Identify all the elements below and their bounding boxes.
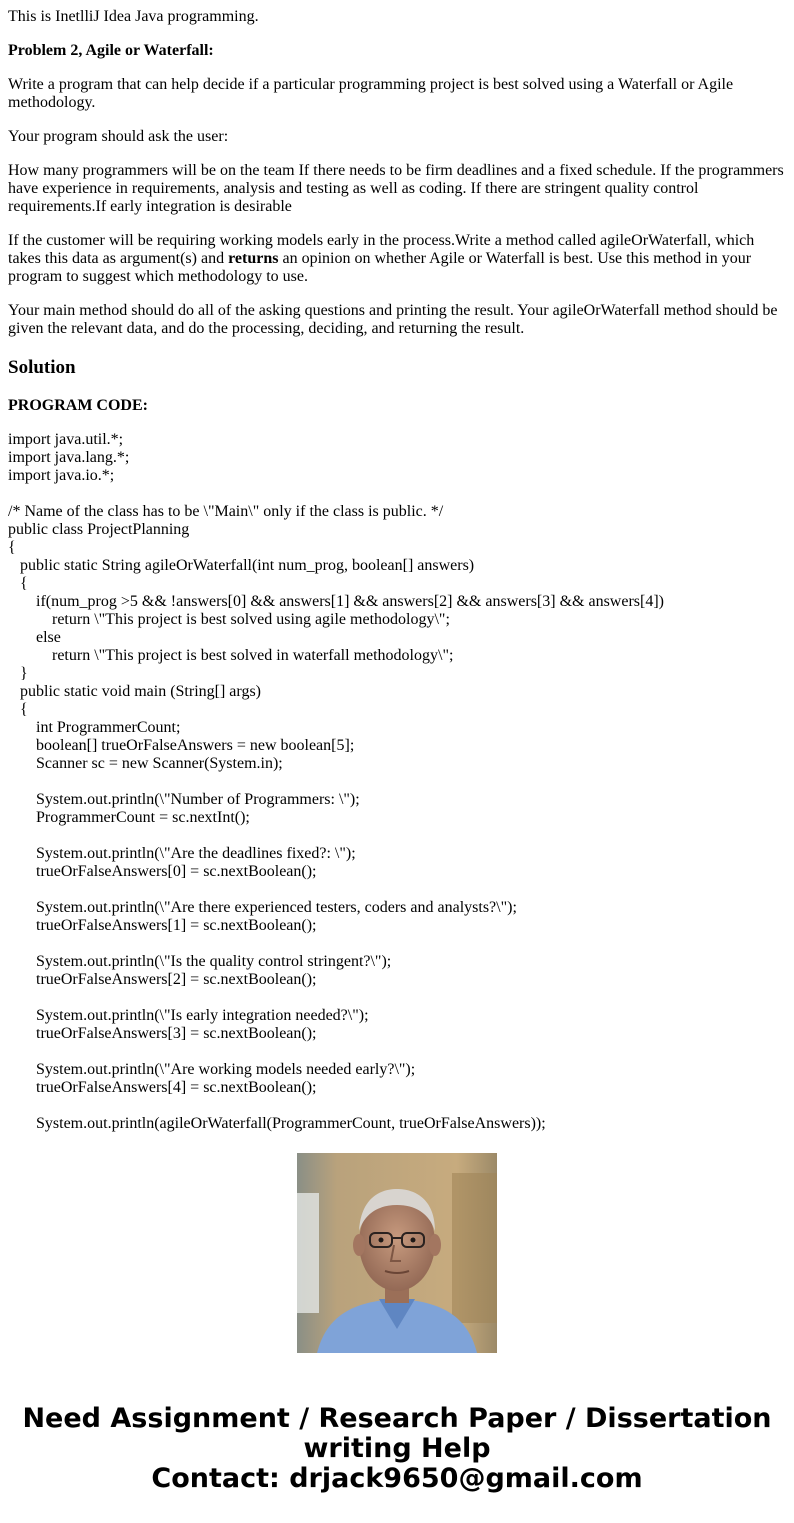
program-code-label: PROGRAM CODE: <box>8 397 148 414</box>
code-line: System.out.println(\"Number of Programmers: \"); <box>8 791 360 808</box>
code-line <box>8 935 786 953</box>
code-line <box>8 773 786 791</box>
returns-bold-text: returns <box>228 250 279 267</box>
author-portrait-image <box>297 1153 497 1353</box>
problem-title: Problem 2, Agile or Waterfall: <box>8 42 214 59</box>
code-line: trueOrFalseAnswers[0] = sc.nextBoolean(); <box>8 863 317 880</box>
help-banner <box>0 1404 794 1494</box>
method-text-after: an opinion on whether Agile or Waterfall is best. Use this method in your program to suggest which methodology to use. <box>8 250 752 285</box>
code-line: System.out.println(\"Are working models needed early?\"); <box>8 1061 416 1078</box>
code-line: System.out.println(\"Is the quality control stringent?\"); <box>8 953 392 970</box>
code-line: return \"This project is best solved using agile methodology\"; <box>8 611 450 628</box>
code-line: import java.util.*; <box>8 431 124 448</box>
intro-text: This is InetlliJ Idea Java programming. <box>8 8 259 25</box>
method-paragraph <box>8 232 786 286</box>
author-avatar <box>297 1153 497 1353</box>
code-line: if(num_prog >5 && !answers[0] && answers[1] && answers[2] && answers[3] && answers[4]) <box>8 593 664 610</box>
code-line: System.out.println(\"Is early integration needed?\"); <box>8 1007 369 1024</box>
code-line: System.out.println(\"Are the deadlines fixed?: \"); <box>8 845 356 862</box>
code-line: trueOrFalseAnswers[3] = sc.nextBoolean(); <box>8 1025 317 1042</box>
code-line: trueOrFalseAnswers[2] = sc.nextBoolean(); <box>8 971 317 988</box>
code-line: Scanner sc = new Scanner(System.in); <box>8 755 283 772</box>
code-line: boolean[] trueOrFalseAnswers = new boolean[5]; <box>8 737 355 754</box>
main-method-paragraph: Your main method should do all of the asking questions and printing the result. Your agileOrWaterfall method should be given the relevant data, and do the processing, deciding, and returning the result. <box>8 302 778 337</box>
code-line: public static void main (String[] args) <box>8 683 261 700</box>
problem-description: Write a program that can help decide if a particular programming project is best solved using a Waterfall or Agile methodology. <box>8 76 734 111</box>
code-line: import java.lang.*; <box>8 449 130 466</box>
code-line <box>8 1043 786 1061</box>
banner-line-1: Need Assignment / Research Paper / Dissertation <box>22 1403 772 1434</box>
code-block <box>8 431 786 1133</box>
code-line: else <box>8 629 61 646</box>
code-line: ProgrammerCount = sc.nextInt(); <box>8 809 250 826</box>
banner-line-2: writing Help <box>303 1433 491 1464</box>
code-line: } <box>8 665 28 682</box>
code-line: { <box>8 701 28 718</box>
code-line: { <box>8 539 16 556</box>
document-content <box>8 0 786 1132</box>
code-line: /* Name of the class has to be \"Main\" only if the class is public. */ <box>8 503 444 520</box>
code-line <box>8 827 786 845</box>
code-line <box>8 1097 786 1115</box>
code-line: return \"This project is best solved in waterfall methodology\"; <box>8 647 454 664</box>
code-line: System.out.println(agileOrWaterfall(ProgrammerCount, trueOrFalseAnswers)); <box>8 1115 546 1132</box>
code-line: import java.io.*; <box>8 467 115 484</box>
code-line: public static String agileOrWaterfall(int num_prog, boolean[] answers) <box>8 557 475 574</box>
code-line <box>8 989 786 1007</box>
code-line <box>8 881 786 899</box>
code-line: int ProgrammerCount; <box>8 719 181 736</box>
ask-user-intro: Your program should ask the user: <box>8 128 229 145</box>
code-line: { <box>8 575 28 592</box>
code-line: trueOrFalseAnswers[1] = sc.nextBoolean(); <box>8 917 317 934</box>
method-text-before: If the customer will be requiring working models early in the process.Write a method called agileOrWaterfall, which takes this data as argument(s) and <box>8 232 755 267</box>
code-line: public class ProjectPlanning <box>8 521 190 538</box>
solution-heading: Solution <box>8 357 76 378</box>
questions-paragraph: How many programmers will be on the team If there needs to be firm deadlines and a fixed schedule. If the programmers have experience in requirements, analysis and testing as well as coding. If there are stringent quality control requirements.If early integration is desirable <box>8 162 784 215</box>
code-line: System.out.println(\"Are there experienced testers, coders and analysts?\"); <box>8 899 517 916</box>
code-line: trueOrFalseAnswers[4] = sc.nextBoolean(); <box>8 1079 317 1096</box>
code-line <box>8 485 786 503</box>
contact-email: Contact: drjack9650@gmail.com <box>151 1463 643 1494</box>
